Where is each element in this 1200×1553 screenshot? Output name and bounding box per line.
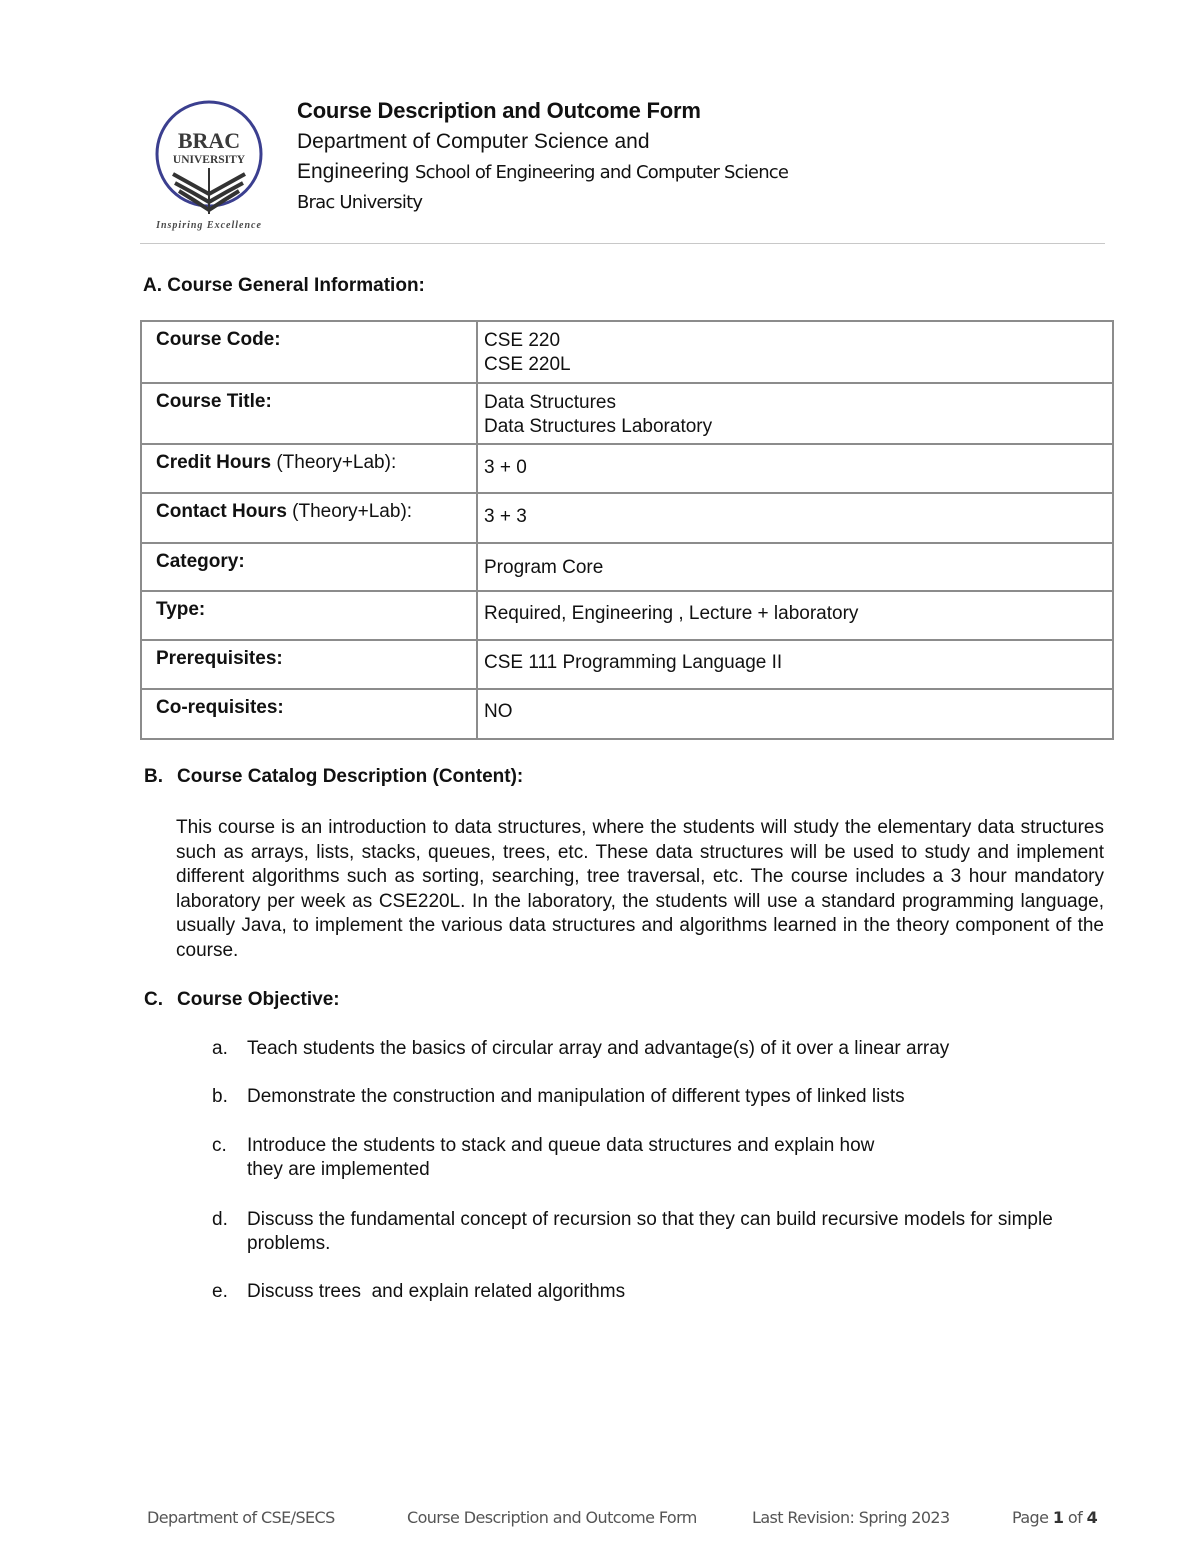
table-row — [141, 321, 1113, 383]
field-label-cell — [141, 591, 477, 640]
field-value: 3 + 3 — [484, 506, 527, 527]
footer-page-word: Page — [1012, 1508, 1049, 1527]
field-label-cell — [141, 444, 477, 493]
field-value-cell — [477, 383, 1113, 444]
section-b-heading — [144, 766, 523, 788]
field-value: CSE 111 Programming Language II — [484, 652, 783, 673]
university-name: Brac University — [297, 192, 423, 213]
school-name: School of Engineering and Computer Science — [414, 162, 789, 183]
objective-item — [212, 1208, 1102, 1256]
field-label-cell — [141, 640, 477, 689]
footer-page-number — [1012, 1508, 1097, 1527]
header-divider — [140, 243, 1105, 244]
field-label: Credit Hours — [156, 452, 272, 473]
field-value-cell — [477, 444, 1113, 493]
table-row — [141, 689, 1113, 739]
objective-marker: d. — [212, 1209, 228, 1230]
field-value: CSE 220L — [484, 354, 571, 375]
field-value: Required, Engineering , Lecture + laboratory — [484, 603, 859, 624]
form-title: Course Description and Outcome Form — [297, 98, 701, 123]
footer-page-current: 1 — [1052, 1508, 1064, 1527]
field-label: Contact Hours — [156, 501, 287, 522]
section-c-letter: C. — [144, 989, 163, 1010]
logo-mid-text: UNIVERSITY — [172, 154, 246, 166]
objective-marker: b. — [212, 1086, 228, 1107]
field-label: Course Code: — [156, 329, 281, 350]
field-value: NO — [484, 701, 513, 722]
field-label-cell — [141, 543, 477, 591]
logo-tagline: Inspiring Excellence — [156, 220, 262, 231]
objective-item — [212, 1037, 1102, 1061]
section-c-heading — [144, 989, 340, 1011]
table-row — [141, 640, 1113, 689]
engineering-school-line — [297, 157, 788, 188]
field-label: Category: — [156, 551, 245, 572]
objective-text — [247, 1134, 1102, 1182]
footer-form-name: Course Description and Outcome Form — [407, 1508, 697, 1527]
brac-logo-graphic — [138, 98, 280, 232]
field-label: Type: — [156, 599, 206, 620]
field-value-cell — [477, 689, 1113, 739]
field-value-cell — [477, 493, 1113, 543]
objective-marker: c. — [212, 1135, 227, 1156]
field-value: Program Core — [484, 557, 604, 578]
field-label: Prerequisites: — [156, 648, 283, 669]
section-b-letter: B. — [144, 766, 163, 787]
field-value-cell — [477, 591, 1113, 640]
footer-department: Department of CSE/SECS — [147, 1508, 335, 1527]
objective-item — [212, 1134, 1102, 1182]
section-c-title: Course Objective: — [177, 989, 340, 1010]
document-header — [297, 96, 788, 218]
field-label-cell — [141, 493, 477, 543]
field-label-suffix: (Theory+Lab): — [286, 501, 413, 522]
catalog-description: This course is an introduction to data structures, where the students will study the elementary data structures such as arrays, lists, stacks, queues, trees, etc. These data structures will be used to study and implement different algorithms such as sorting, searching, tree traversal, etc. The course includes a 3 hour mandatory laboratory per week as CSE220L. In the laboratory, the students will use a standard programming language, usually Java, to implement the various data structures and algorithms learned in the theory component of the course. — [176, 817, 1104, 961]
field-label-cell — [141, 383, 477, 444]
objective-text-line: they are implemented — [247, 1159, 430, 1180]
field-label: Course Title: — [156, 391, 272, 412]
department-line: Department of Computer Science and — [297, 130, 650, 153]
objective-text-line: Introduce the students to stack and queue data structures and explain how — [247, 1135, 875, 1156]
objective-text: Teach students the basics of circular array and advantage(s) of it over a linear array — [247, 1038, 950, 1059]
footer-of-word: of — [1067, 1508, 1083, 1527]
table-row — [141, 444, 1113, 493]
section-b-title: Course Catalog Description (Content): — [177, 766, 524, 787]
footer-revision: Last Revision: Spring 2023 — [752, 1508, 950, 1527]
field-value: 3 + 0 — [484, 457, 527, 478]
brac-university-logo — [138, 98, 280, 232]
field-value: CSE 220 — [484, 330, 561, 351]
field-value-cell — [477, 543, 1113, 591]
field-label-cell — [141, 689, 477, 739]
field-value-cell — [477, 640, 1113, 689]
field-label-cell — [141, 321, 477, 383]
section-a-heading: A. Course General Information: — [143, 275, 425, 296]
field-value-cell — [477, 321, 1113, 383]
objective-text: Discuss trees and explain related algorithms — [247, 1281, 626, 1302]
objective-text: Demonstrate the construction and manipulation of different types of linked lists — [247, 1086, 905, 1107]
engineering-word: Engineering — [297, 160, 410, 183]
objective-marker: e. — [212, 1281, 228, 1302]
objective-item — [212, 1280, 1102, 1304]
table-row — [141, 591, 1113, 640]
field-label: Co-requisites: — [156, 697, 284, 718]
table-row — [141, 383, 1113, 444]
table-row — [141, 493, 1113, 543]
objective-text: Discuss the fundamental concept of recursion so that they can build recursive models for simple problems. — [247, 1209, 1053, 1254]
field-label-suffix: (Theory+Lab): — [271, 452, 397, 473]
course-info-table — [140, 320, 1114, 740]
objective-item — [212, 1085, 1102, 1109]
logo-top-text: BRAC — [177, 128, 241, 153]
field-value: Data Structures Laboratory — [484, 416, 713, 437]
field-value: Data Structures — [484, 392, 616, 413]
objective-marker: a. — [212, 1038, 228, 1059]
footer-page-total: 4 — [1086, 1508, 1098, 1527]
table-row — [141, 543, 1113, 591]
